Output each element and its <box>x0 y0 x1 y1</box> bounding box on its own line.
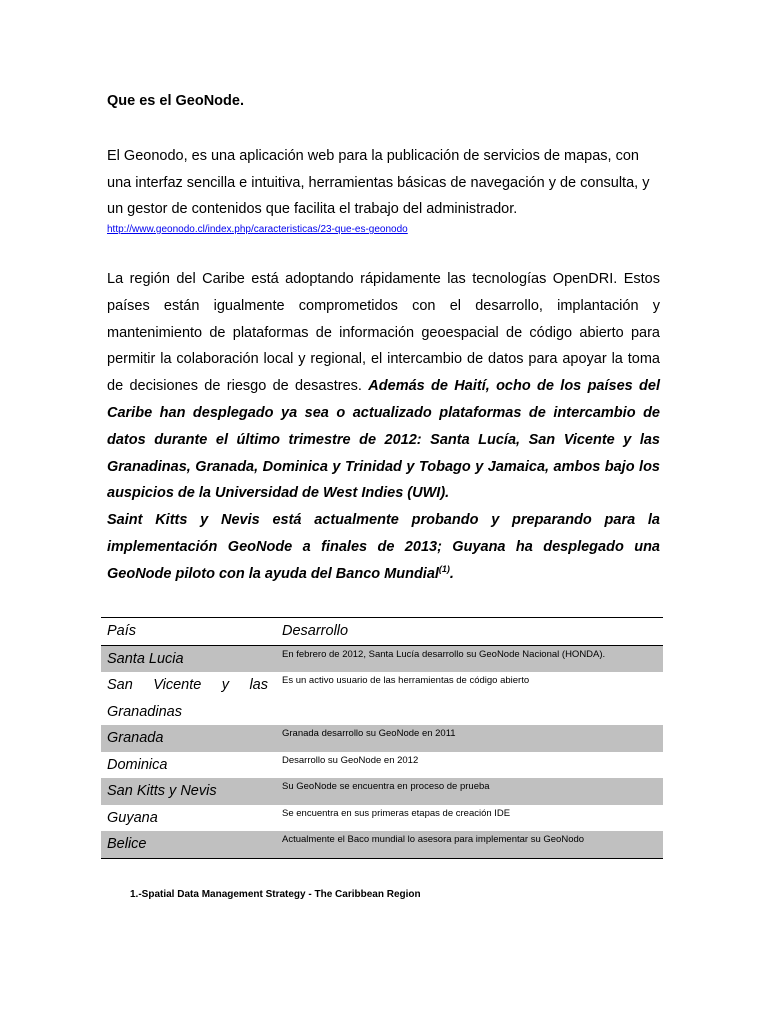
table-row <box>101 646 663 673</box>
column-header-pais: País <box>107 623 137 639</box>
caribbean-paragraph <box>107 266 660 507</box>
footnote: 1.-Spatial Data Management Strategy - The Caribbean Region <box>130 889 421 900</box>
country-cell: Guyana <box>107 809 158 826</box>
country-cell: San Kitts y Nevis <box>107 783 217 799</box>
development-cell: Granada desarrollo su GeoNode en 2011 <box>282 728 456 739</box>
table-row <box>101 672 663 725</box>
table-row <box>101 805 663 832</box>
caribbean-paragraph-text: La región del Caribe está adoptando rápidamente las tecnologías OpenDRI. Estos países están igualmente comprometidos con el desarrollo, implantación y mantenimiento de plataformas de información geoespacial de código abierto para permitir la colaboración local y regional, el intercambio de datos para apoyar la toma de decisiones de riesgo de desastres. <box>107 271 660 395</box>
saint-kitts-paragraph-end: . <box>449 565 454 582</box>
country-development-table <box>101 617 663 859</box>
geonode-description-paragraph: El Geonodo, es una aplicación web para la publicación de servicios de mapas, con una interfaz sencilla e intuitiva, herramientas básicas de navegación y de consulta, y un gestor de contenidos que facilita el trabajo del administrador. <box>107 148 650 217</box>
source-link[interactable]: http://www.geonodo.cl/index.php/caracteristicas/23-que-es-geonodo <box>107 224 408 235</box>
footnote-reference: (1) <box>438 563 450 574</box>
table-row <box>101 752 663 779</box>
saint-kitts-paragraph-text: Saint Kitts y Nevis está actualmente probando y preparando para la implementación GeoNode a finales de 2013; Guyana ha desplegado una GeoNode piloto con la ayuda del Banco Mundial <box>107 512 660 582</box>
table-header-row <box>101 618 663 646</box>
development-cell: Se encuentra en sus primeras etapas de creación IDE <box>282 807 511 819</box>
development-cell: Desarrollo su GeoNode en 2012 <box>282 754 419 766</box>
development-cell: En febrero de 2012, Santa Lucía desarrollo su GeoNode Nacional (HONDA). <box>282 648 606 660</box>
caribbean-paragraph-emphasis: Además de Haití, ocho de los países del Caribe han desplegado ya sea o actualizado plataformas de intercambio de datos durante el último trimestre de 2012: Santa Lucía, San Vicente y las Granadinas, Granada, Dominica y Trinidad y Tobago y Jamaica, ambos bajo los auspicios de la Universidad de West Indies (UWI). <box>107 378 661 502</box>
country-cell: Santa Lucia <box>107 650 184 667</box>
table-row <box>101 831 663 858</box>
table-row <box>101 778 663 805</box>
development-cell: Actualmente el Baco mundial lo asesora para implementar su GeoNodo <box>282 834 585 845</box>
country-cell: San Vicente y las Granadinas <box>107 677 268 720</box>
table-row <box>101 725 663 752</box>
saint-kitts-paragraph <box>107 507 660 587</box>
development-cell: Es un activo usuario de las herramientas de código abierto <box>282 675 530 686</box>
country-cell: Dominica <box>107 756 168 773</box>
country-cell: Belice <box>107 836 147 852</box>
section-heading: Que es el GeoNode. <box>107 93 244 109</box>
column-header-desarrollo: Desarrollo <box>282 623 349 639</box>
country-cell: Granada <box>107 730 164 746</box>
development-cell: Su GeoNode se encuentra en proceso de prueba <box>282 781 490 792</box>
